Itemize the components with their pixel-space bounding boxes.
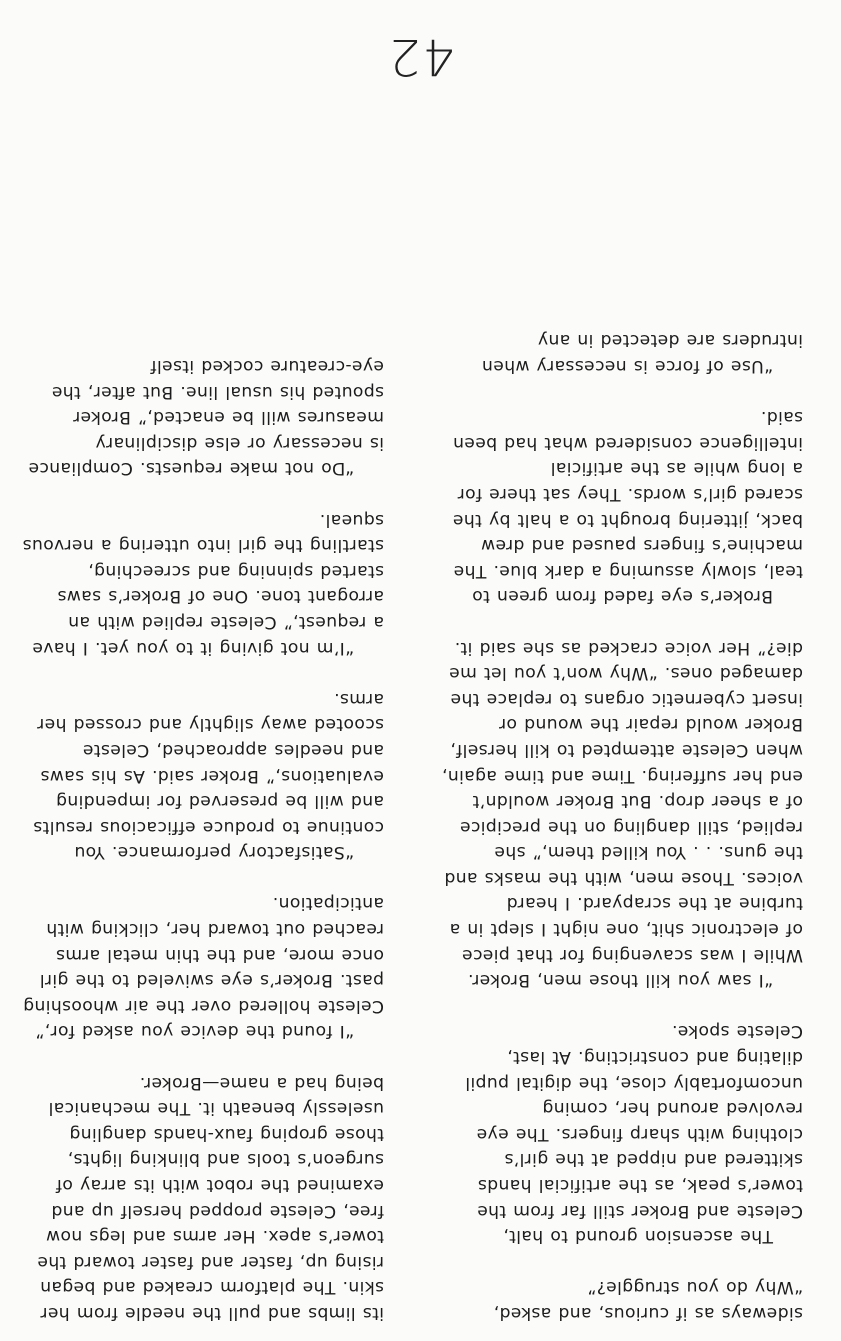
paragraph: Broker’s eye faded from green to teal, slowly assuming a dark blue. The machine’s fingers paused and drew back, jittering brought to a halt by the scared girl’s words. They sat there for a long while as the artificial intelligence considered what had been said.: [452, 407, 803, 607]
right-column: [22, 327, 384, 1325]
paragraph: “Do not make requests. Compliance is necessary or else disciplinary measures will be enacted,” Broker spouted his usual line. But after, the eye-creature cocked itself: [28, 356, 384, 479]
paragraph: its limbs and pull the needle from her skin. The platform creaked and began rising up, faster and faster toward the tower’s apex. Her arms and legs now free, Celeste propped herself up and examined the robot with its array of surgeon’s tools and blinking lights, those groping faux-hands dangling uselessly beneath it. The mechanical being had a name—Broker.: [37, 1072, 384, 1323]
paragraph: “I’m not giving it to you yet. I have a request,” Celeste replied with an arrogant tone. One of Broker’s saws started spinning and screeching, startling the girl into uttering a nervous squeal.: [22, 509, 384, 658]
paragraph: “I found the device you asked for,” Celeste hollered over the air whooshing past. Broker’s eye swiveled to the girl once more, and the thin metal arms reached out toward her, clicking with anticipation.: [22, 893, 384, 1042]
paragraph: The ascension ground to halt, Celeste and Broker still far from the tower’s peak, as the artificial hands skittered and nipped at the girl’s clothing with sharp fingers. The eye revolved around her, coming uncomfortably close, the digital pupil dilating and constricting. At last, Celeste spoke.: [464, 1021, 803, 1247]
left-column: [441, 301, 803, 1325]
paragraph: sideways as if curious, and asked, “Why do you struggle?”: [493, 1277, 803, 1323]
paragraph: “I saw you kill those men, Broker. While I was scavenging for that piece of electronic shit, one night I slept in a turbine at the scrapyard. I heard voices. Those men, with the masks and the guns. . . You killed them,” she replied, still dangling on the precipice of a sheer drop. But Broker wouldn’t end her suffering. Time and time again, when Celeste attempted to kill herself, Broker would repair the wound or insert cybernetic organs to replace the damaged ones. “Why won’t you let me die?” Her voice cracked as she said it.: [441, 637, 803, 991]
paragraph: “Use of force is necessary when intruders are detected in any: [481, 330, 803, 377]
page-number: 42: [386, 28, 455, 86]
paragraph: “Satisfactory performance. You continue to produce efficacious results and will be preserved for impending evaluations,” Broker said. As his saws and needles approached, Celeste scooted away slightly and crossed her arms.: [32, 688, 384, 863]
